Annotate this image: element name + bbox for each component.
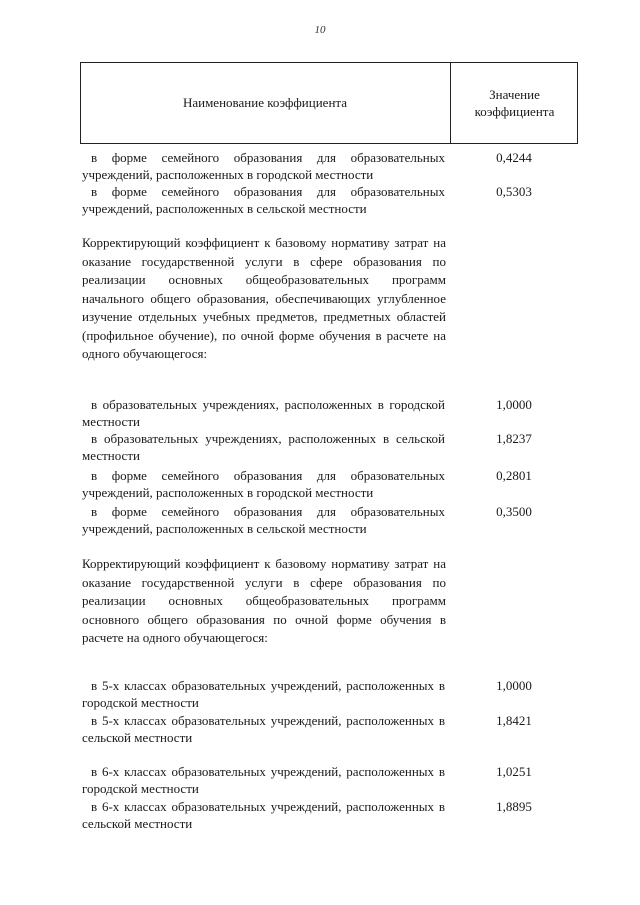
row-value: 1,8421 (496, 713, 532, 728)
row-value: 1,8895 (496, 799, 532, 814)
row-label: в 6-х классах образовательных учреждений, расположенных в городской местности (82, 764, 445, 796)
coefficient-heading: Корректирующий коэффициент к базовому нормативу затрат на оказание государственной услуги в сфере образования по реализации основных общеобразовательных программ основного общего образования по очной форме обучения в расчете на одного обучающегося: (82, 556, 446, 645)
row-label: в образовательных учреждениях, расположенных в городской местности (82, 397, 445, 429)
row-label: в 5-х классах образовательных учреждений, расположенных в сельской местности (82, 713, 445, 745)
row-label: в 5-х классах образовательных учреждений, расположенных в городской местности (82, 678, 445, 710)
row-label: в образовательных учреждениях, расположенных в сельской местности (82, 431, 445, 463)
row-value: 1,0000 (496, 397, 532, 412)
row-value: 0,2801 (496, 468, 532, 483)
column-header-value (451, 62, 578, 144)
row-value: 0,5303 (496, 184, 532, 199)
row-value: 1,8237 (496, 431, 532, 446)
row-value: 1,0000 (496, 678, 532, 693)
column-header-name-text: Наименование коэффициента (182, 95, 348, 110)
coefficient-heading: Корректирующий коэффициент к базовому нормативу затрат на оказание государственной услуги в сфере образования по реализации основных общеобразовательных программ начального общего образования, обеспечивающих углубленное изучение отдельных учебных предметов, предметных областей (профильное обучение), по очной форме обучения в расчете на одного обучающегося: (82, 235, 446, 361)
row-label: в форме семейного образования для образовательных учреждений, расположенных в сельской местности (82, 184, 445, 216)
row-value: 1,0251 (496, 764, 532, 779)
row-label: в форме семейного образования для образовательных учреждений, расположенных в городской местности (82, 468, 445, 500)
column-header-value-line1: Значение (489, 87, 540, 102)
row-label: в форме семейного образования для образовательных учреждений, расположенных в городской местности (82, 150, 445, 182)
column-header-name (80, 62, 450, 144)
row-label: в 6-х классах образовательных учреждений, расположенных в сельской местности (82, 799, 445, 831)
column-header-value-line2: коэффициента (474, 104, 555, 119)
row-value: 0,4244 (496, 150, 532, 165)
page-number: 10 (314, 24, 326, 36)
row-label: в форме семейного образования для образовательных учреждений, расположенных в сельской местности (82, 504, 445, 536)
row-value: 0,3500 (496, 504, 532, 519)
